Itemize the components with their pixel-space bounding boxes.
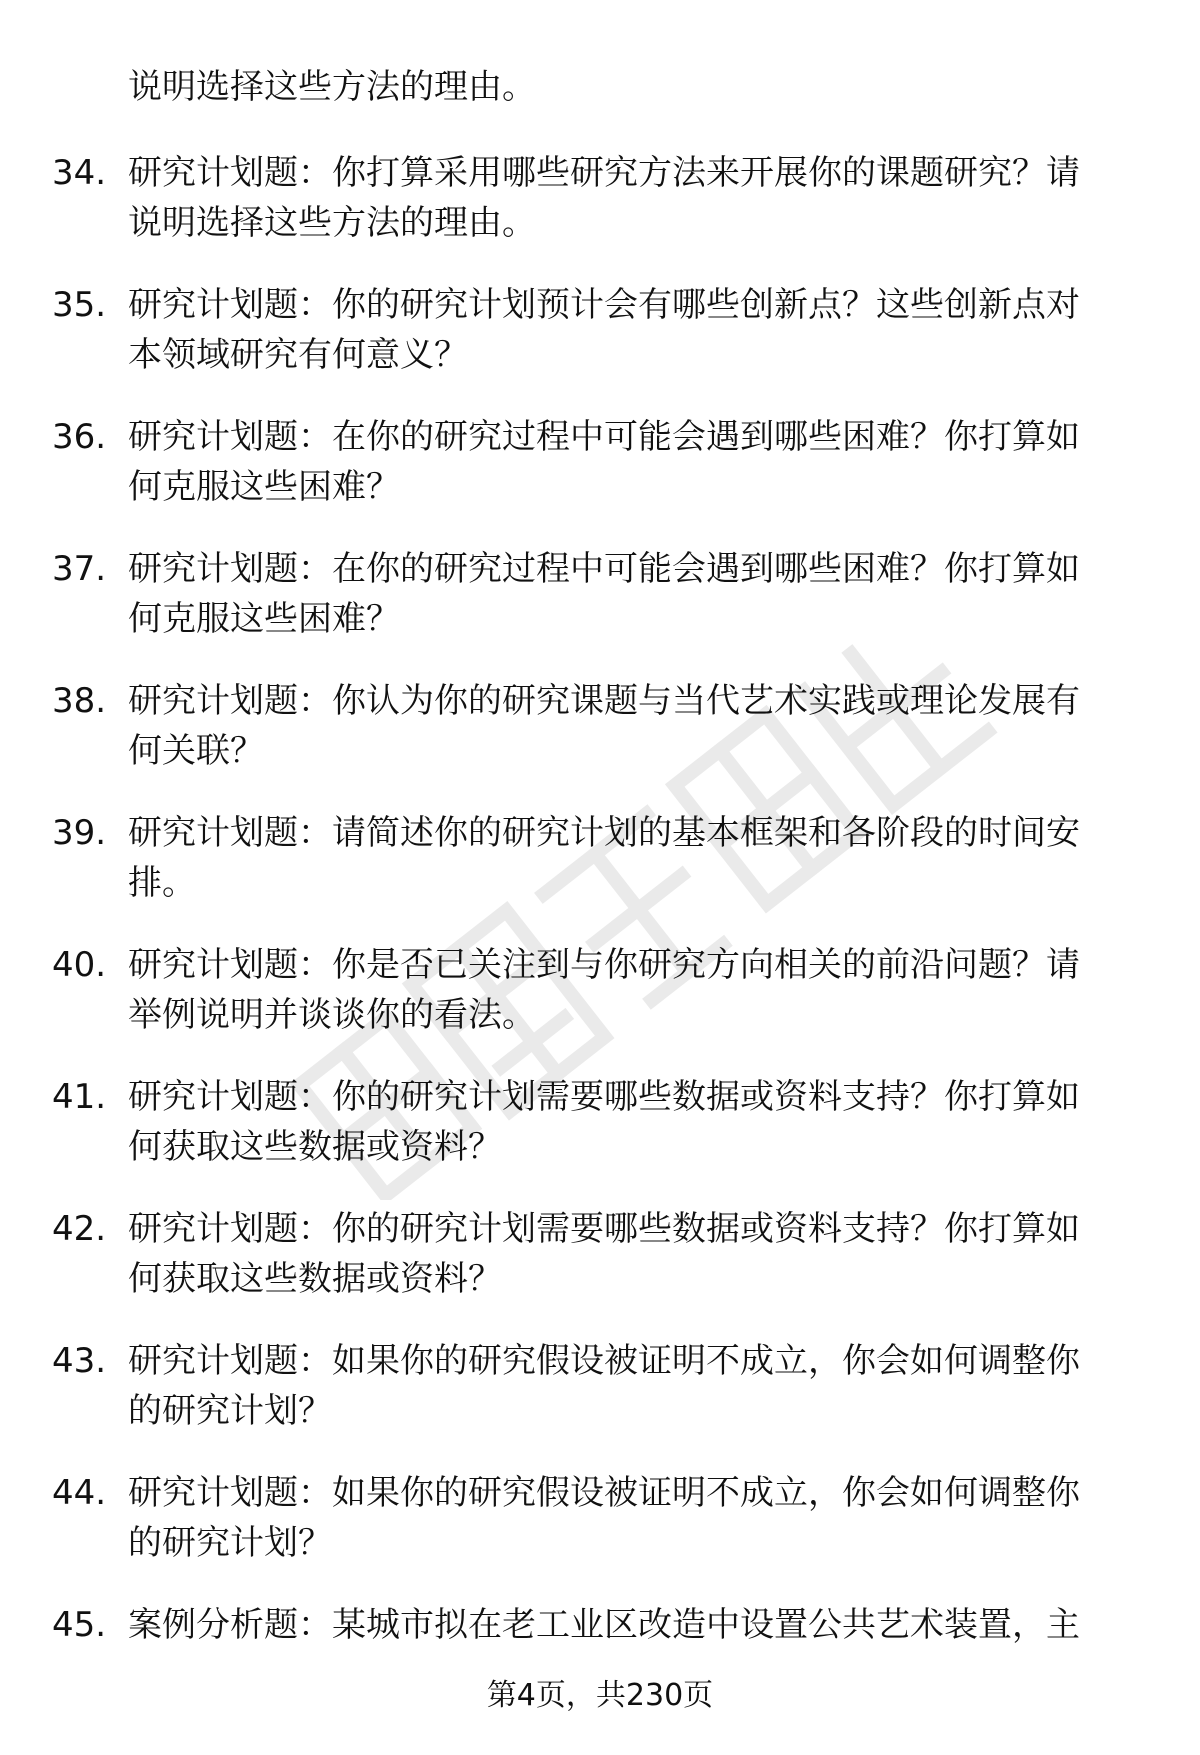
question-line: 研究计划题：你的研究计划预计会有哪些创新点？这些创新点对 [128, 285, 1080, 325]
page-number-footer: 第4页，共230页 [486, 1678, 714, 1713]
question-text [128, 148, 1138, 248]
question-line: 案例分析题：某城市拟在老工业区改造中设置公共艺术装置，主 [128, 1605, 1080, 1645]
question-number: 39. [52, 813, 107, 853]
question-line: 研究计划题：请简述你的研究计划的基本框架和各阶段的时间安 [128, 813, 1080, 853]
question-item [0, 1336, 1200, 1468]
question-line: 研究计划题：你的研究计划需要哪些数据或资料支持？你打算如 [128, 1077, 1080, 1117]
question-item [0, 1204, 1200, 1336]
question-text [128, 676, 1138, 776]
question-number: 45. [52, 1605, 107, 1645]
question-text [128, 1204, 1138, 1304]
question-text [128, 1468, 1138, 1568]
question-line: 何克服这些困难？ [128, 599, 400, 639]
question-line: 何关联？ [128, 731, 264, 771]
question-line: 研究计划题：如果你的研究假设被证明不成立，你会如何调整你 [128, 1341, 1080, 1381]
question-text [128, 412, 1138, 512]
question-number: 36. [52, 417, 107, 457]
question-line: 的研究计划？ [128, 1391, 332, 1431]
question-item [0, 676, 1200, 808]
continued-question-text: 说明选择这些方法的理由。 [128, 67, 536, 107]
question-line: 举例说明并谈谈你的看法。 [128, 995, 536, 1035]
question-text [128, 280, 1138, 380]
question-line: 研究计划题：你是否已关注到与你研究方向相关的前沿问题？请 [128, 945, 1080, 985]
question-item [0, 412, 1200, 544]
question-number: 44. [52, 1473, 107, 1513]
question-number: 41. [52, 1077, 107, 1117]
question-text [128, 1072, 1138, 1172]
question-line: 本领域研究有何意义？ [128, 335, 468, 375]
question-number: 34. [52, 153, 107, 193]
question-line: 何获取这些数据或资料？ [128, 1259, 502, 1299]
question-number: 37. [52, 549, 107, 589]
question-list [0, 148, 1200, 1732]
question-line: 研究计划题：你认为你的研究课题与当代艺术实践或理论发展有 [128, 681, 1080, 721]
question-line: 何克服这些困难？ [128, 467, 400, 507]
question-line: 研究计划题：如果你的研究假设被证明不成立，你会如何调整你 [128, 1473, 1080, 1513]
question-line: 排。 [128, 863, 196, 903]
question-item [0, 1072, 1200, 1204]
question-item [0, 808, 1200, 940]
question-number: 40. [52, 945, 107, 985]
question-item [0, 280, 1200, 412]
question-item [0, 1468, 1200, 1600]
question-text [128, 1600, 1138, 1650]
question-number: 35. [52, 285, 107, 325]
question-text [128, 1336, 1138, 1436]
question-text [128, 940, 1138, 1040]
question-item [0, 544, 1200, 676]
question-item [0, 148, 1200, 280]
question-line: 研究计划题：你打算采用哪些研究方法来开展你的课题研究？请 [128, 153, 1080, 193]
question-item [0, 940, 1200, 1072]
question-number: 42. [52, 1209, 107, 1249]
question-line: 的研究计划？ [128, 1523, 332, 1563]
question-text [128, 544, 1138, 644]
question-line: 何获取这些数据或资料？ [128, 1127, 502, 1167]
question-number: 43. [52, 1341, 107, 1381]
question-line: 研究计划题：在你的研究过程中可能会遇到哪些困难？你打算如 [128, 549, 1080, 589]
question-number: 38. [52, 681, 107, 721]
question-line: 说明选择这些方法的理由。 [128, 203, 536, 243]
question-line: 研究计划题：你的研究计划需要哪些数据或资料支持？你打算如 [128, 1209, 1080, 1249]
question-text [128, 808, 1138, 908]
question-line: 研究计划题：在你的研究过程中可能会遇到哪些困难？你打算如 [128, 417, 1080, 457]
